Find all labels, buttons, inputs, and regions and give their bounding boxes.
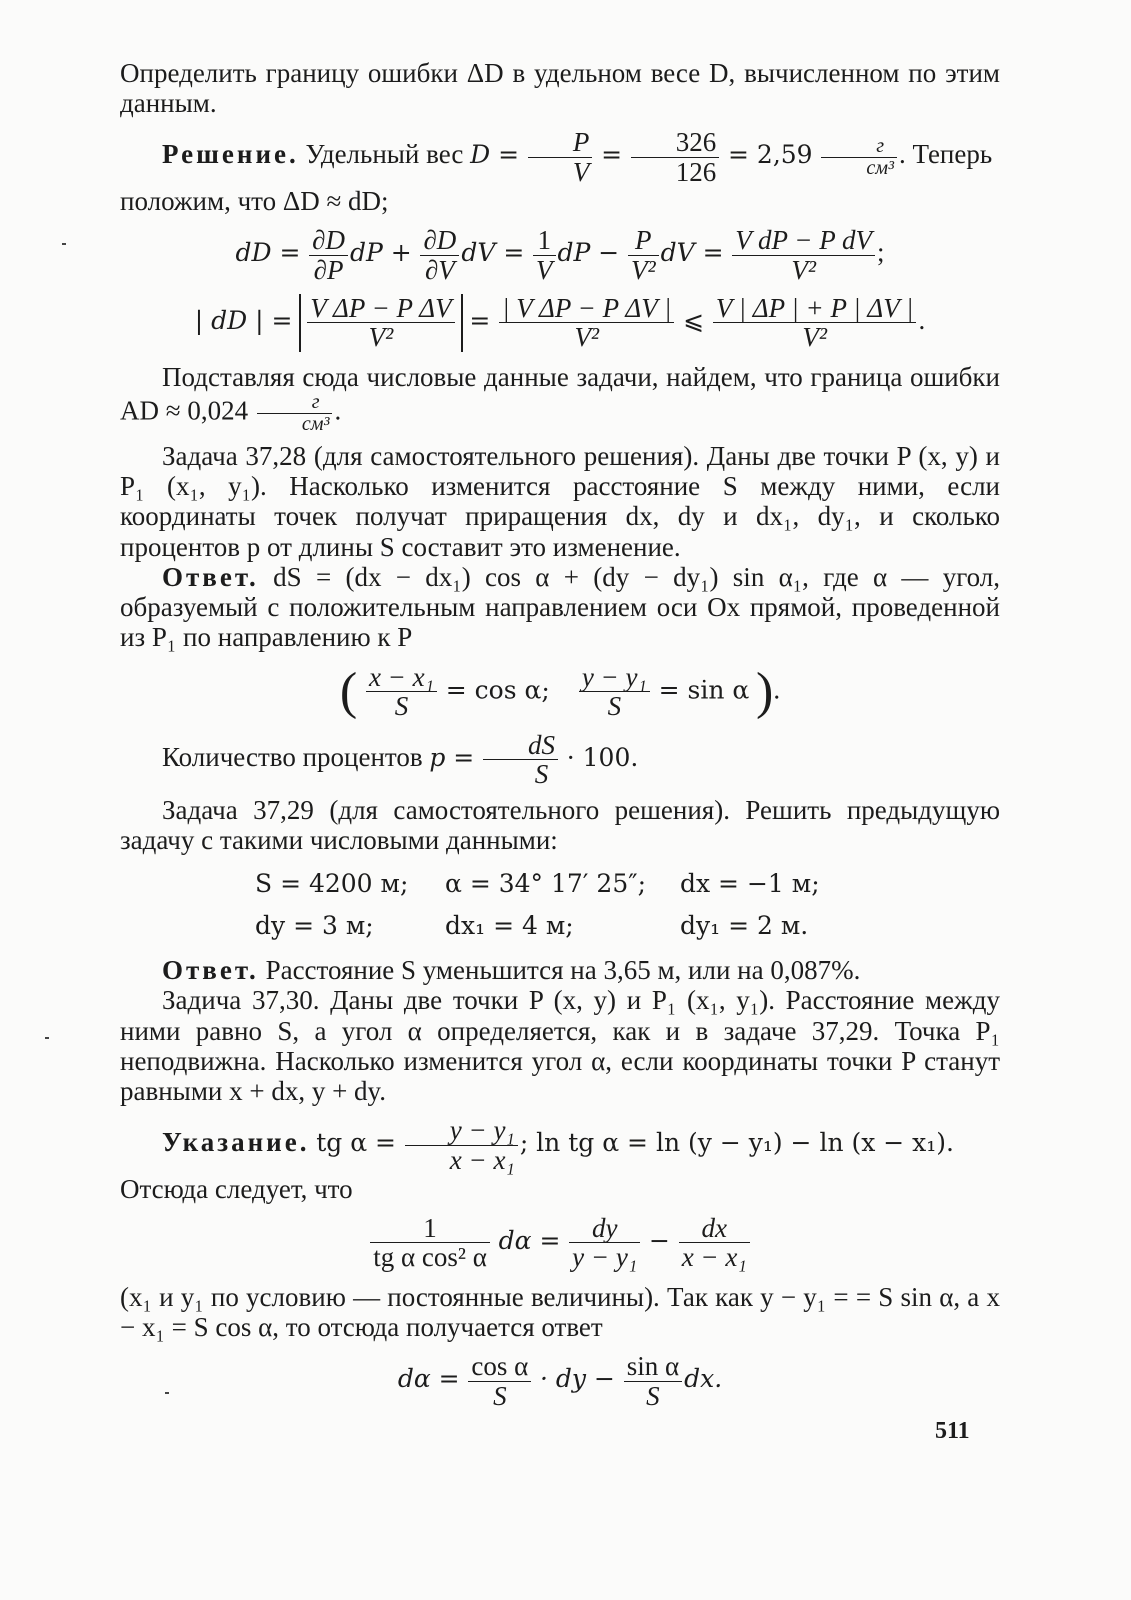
- answer-37-29: Ответ. Расстояние S уменьшится на 3,65 м, или на 0,087%.: [162, 955, 861, 986]
- task-37-29: Задача 37,29 (для самостоятельного решения). Решить предыдущую задачу с такими числовыми данными:: [120, 794, 1000, 855]
- task-37-30: Задича 37,30. Даны две точки P (x, y) и P₁ (x₁, y₁). Расстояние между ними равно S, а угол α определяется, как и в задаче 37,29. Точка P₁ неподвижна. Насколько изменится угол α, если координаты точки P станут равными x + dx, y + dy.: [120, 985, 1000, 1106]
- page-number: 511: [935, 1418, 970, 1444]
- fraction: $\frac{P}{V}$: [528, 128, 593, 186]
- solution-line: Решение. Удельный вес D = $\frac{P}{V}$ = $\frac{326}{126}$ = 2,59 $\frac{г}{\text{см³}}$ . Теперь: [162, 127, 993, 187]
- paragraph-constants: (x₁ и y₁ по условию — постоянные величины). Так как y − y₁ = = S sin α, а x − x₁ = S cos α, то отсюда получается ответ: [120, 1281, 1000, 1343]
- equation-abs-dD: | dD | = $\frac{\text{V ΔP − P ΔV}}{\text{V²}}$ = $\frac{\text{| V ΔP − P ΔV |}}{\text{V²}}$ ⩽ $\frac{V | \Delta P | + P | \Delta V |}{\text{V²}}$ .: [194, 293, 926, 353]
- solution-line-2: положим, что ΔD ≈ dD;: [120, 186, 389, 217]
- solution-label: Решение.: [162, 139, 299, 170]
- paragraph-intro: Определить границу ошибки ΔD в удельном весе D, вычисленном по этим данным.: [120, 58, 1000, 119]
- numeric-data: [120, 863, 1000, 947]
- data-row: S = 4200 м; α = 34° 17′ 25″; dx = −1 м;: [255, 869, 820, 899]
- fraction: $\frac{326}{126}$: [631, 128, 720, 186]
- data-row: dy = 3 м; dx₁ = 4 м; dy₁ = 2 м.: [255, 911, 809, 941]
- percent-line: Количество процентов p = $\frac{dS}{S}$ · 100.: [162, 729, 639, 790]
- equation-cos-sin: ( $\frac{\text{x − x₁}}{S}$ = cos α; $\frac{\text{y − y₁}}{S}$ = sin α ).: [339, 661, 781, 722]
- unit-fraction: $\frac{г}{\text{см³}}$: [257, 392, 333, 435]
- scan-mark: [62, 243, 66, 245]
- answer-label: Ответ.: [162, 955, 259, 986]
- scan-mark: [45, 1037, 49, 1039]
- scan-mark: [165, 1392, 169, 1394]
- equation-dD: dD = $\frac{\partial D}{\partial P}$ dP + $\frac{\partial D}{\partial V}$ dV = $\frac{1}{V}$ dP − $\frac{P}{\text{V²}}$ dV = $\frac{\text{V dP − P dV}}{\text{V²}}$ ;: [235, 225, 885, 285]
- hint-line-2: Отсюда следует, что: [120, 1173, 353, 1204]
- unit-fraction: $\frac{г}{\text{см³}}$: [821, 136, 897, 179]
- answer-37-28: Ответ. dS = (dx − dx₁) cos α + (dy − dy₁) sin α₁, где α — угол, образуемый с положительным направлением оси Ox прямой, проведенной из P₁ по направлению к P: [120, 561, 1000, 653]
- page-body: [120, 58, 1000, 1420]
- hint-label: Указание.: [162, 1127, 310, 1158]
- equation-dalpha-2: dα = $\frac{\text{cos α}}{S}$ · dy − $\frac{\text{sin α}}{S}$ dx.: [397, 1351, 723, 1411]
- task-37-28: Задача 37,28 (для самостоятельного решения). Даны две точки P (x, y) и P₁ (x₁, y₁). Насколько изменится расстояние S между ними, если координаты точек получат приращения dx, dy и dx₁, dy₁, и сколько процентов p от длины S составит это изменение.: [120, 441, 1000, 562]
- equation-dalpha-1: $\frac{1}{\text{tg α cos² α}}$ dα = $\frac{dy}{\text{y − y₁}}$ − $\frac{dx}{\text{x − x₁}}$: [120, 1214, 1000, 1272]
- paragraph-substitution: Подставляя сюда числовые данные задачи, найдем, что граница ошибки AD ≈ 0,024 $\frac{г}{\text{см³}}$ .: [120, 361, 1000, 435]
- hint-line: Указание. tg α = $\frac{\text{y − y₁}}{\text{x − x₁}}$ ; ln tg α = ln (y − y₁) − ln (x − x₁).: [162, 1115, 955, 1175]
- answer-label: Ответ.: [162, 561, 259, 592]
